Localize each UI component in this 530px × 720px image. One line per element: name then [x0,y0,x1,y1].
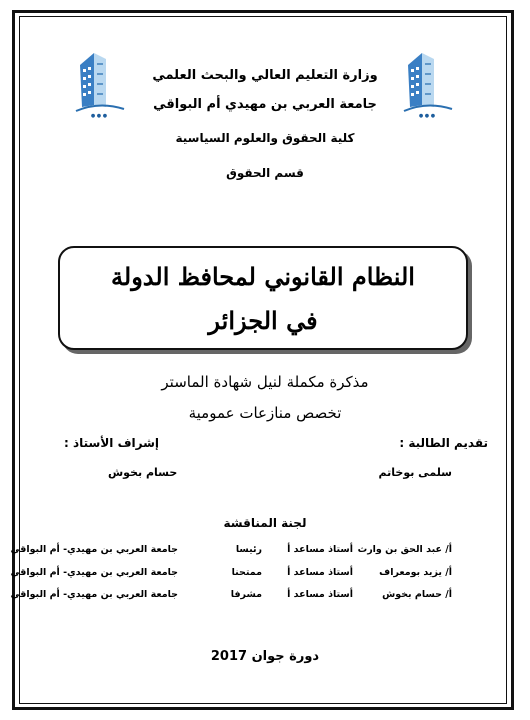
svg-text:● ● ●: ● ● ● [90,113,108,119]
committee-row [0,544,530,560]
member-name: أ/ عبد الحق بن وارث [357,544,452,555]
member-university: جامعة العربي بن مهيدي- أم البواقي [10,544,178,555]
member-role: ممتحنا [231,567,262,578]
student-label: تقديم الطالبة : [399,436,488,450]
member-name: أ/ يزيد بومعراف [379,567,452,578]
member-university: جامعة العربي بن مهيدي- أم البواقي [10,567,178,578]
member-rank: أستاذ مساعد أ [287,567,353,578]
department-name: قسم الحقوق [226,166,304,180]
member-rank: أستاذ مساعد أ [287,589,353,600]
faculty-name: كلية الحقوق والعلوم السياسية [175,131,355,145]
supervisor-label: إشراف الأستاذ : [64,436,159,450]
committee-row [0,589,530,605]
member-name: أ/ حسام بخوش [382,589,452,600]
thesis-title-line2: في الجزائر [208,306,318,335]
member-rank: أستاذ مساعد أ [287,544,353,555]
committee-row [0,567,530,583]
member-role: رئيسا [235,544,262,555]
member-role: مشرفا [230,589,262,600]
specialty-subtitle: تخصص منازعات عمومية [188,404,342,422]
member-university: جامعة العربي بن مهيدي- أم البواقي [10,589,178,600]
committee-heading: لجنة المناقشة [223,516,307,530]
student-name: سلمى بوخاتم [378,466,452,479]
thesis-title-line1: النظام القانوني لمحافظ الدولة [111,262,415,291]
svg-text:● ● ●: ● ● ● [418,113,436,119]
degree-subtitle: مذكرة مكملة لنيل شهادة الماستر [161,373,369,391]
university-name: جامعة العربي بن مهيدي أم البواقي [153,97,377,112]
supervisor-name: حسام بخوش [108,466,178,479]
session-date: دورة جوان 2017 [210,649,320,664]
ministry-name: وزارة التعليم العالي والبحث العلمي [152,68,378,83]
thesis-title-box [58,246,468,350]
